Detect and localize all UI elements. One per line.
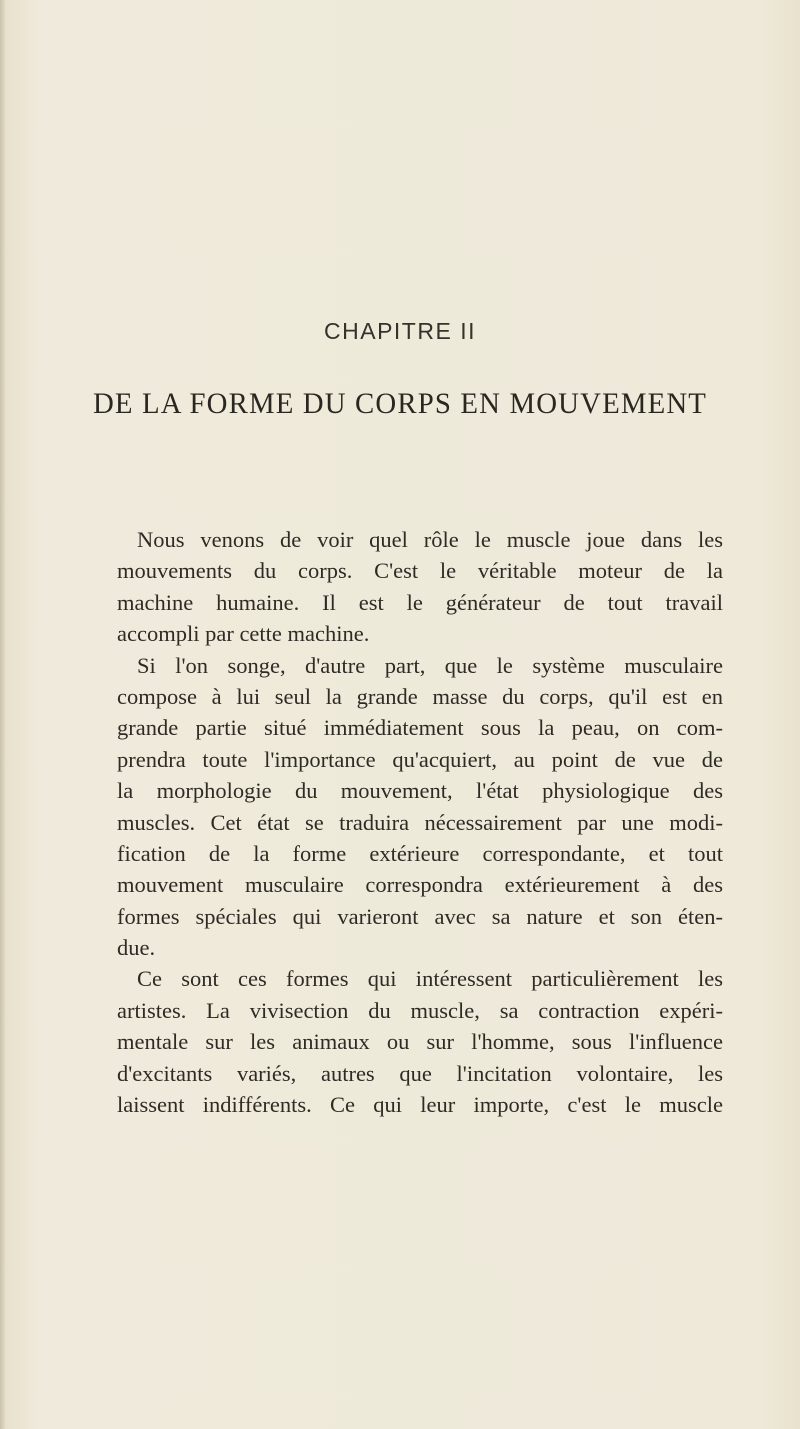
text-line: mentale sur les animaux ou sur l'homme, sous l'influence [117,1029,723,1055]
page-left-edge-shadow [0,0,6,1429]
body-text [117,524,723,1120]
text-line: Si l'on songe, d'autre part, que le système musculaire [137,652,723,678]
text-line: Nous venons de voir quel rôle le muscle joue dans les [137,527,723,552]
text-line: prendra toute l'importance qu'acquiert, au point de vue de [117,746,723,772]
text-line: formes spéciales qui varieront avec sa nature et son éten- [117,903,723,929]
text-line: fication de la forme extérieure correspondante, et tout [117,840,723,866]
text-line: mouvements du corps. C'est le véritable moteur de la [117,558,723,584]
chapter-number: CHAPITRE II [324,318,476,344]
text-line: machine humaine. Il est le générateur de tout travail [117,589,723,615]
text-line: Ce sont ces formes qui intéressent particulièrement les [137,966,723,992]
text-line: laissent indifférents. Ce qui leur importe, c'est le muscle [117,1092,723,1118]
text-line: grande partie situé immédiatement sous la peau, on com- [117,715,723,741]
text-line: la morphologie du mouvement, l'état physiologique des [117,778,723,804]
text-line: muscles. Cet état se traduira nécessairement par une modi- [117,809,723,835]
text-line: mouvement musculaire correspondra extérieurement à des [117,872,723,898]
text-line: accompli par cette machine. [117,621,370,647]
text-line: due. [117,935,156,961]
chapter-title: DE LA FORME DU CORPS EN MOUVEMENT [92,387,708,420]
text-line: d'excitants variés, autres que l'incitation volontaire, les [117,1060,723,1086]
text-line: compose à lui seul la grande masse du corps, qu'il est en [117,683,723,709]
text-line: artistes. La vivisection du muscle, sa contraction expéri- [117,997,723,1023]
